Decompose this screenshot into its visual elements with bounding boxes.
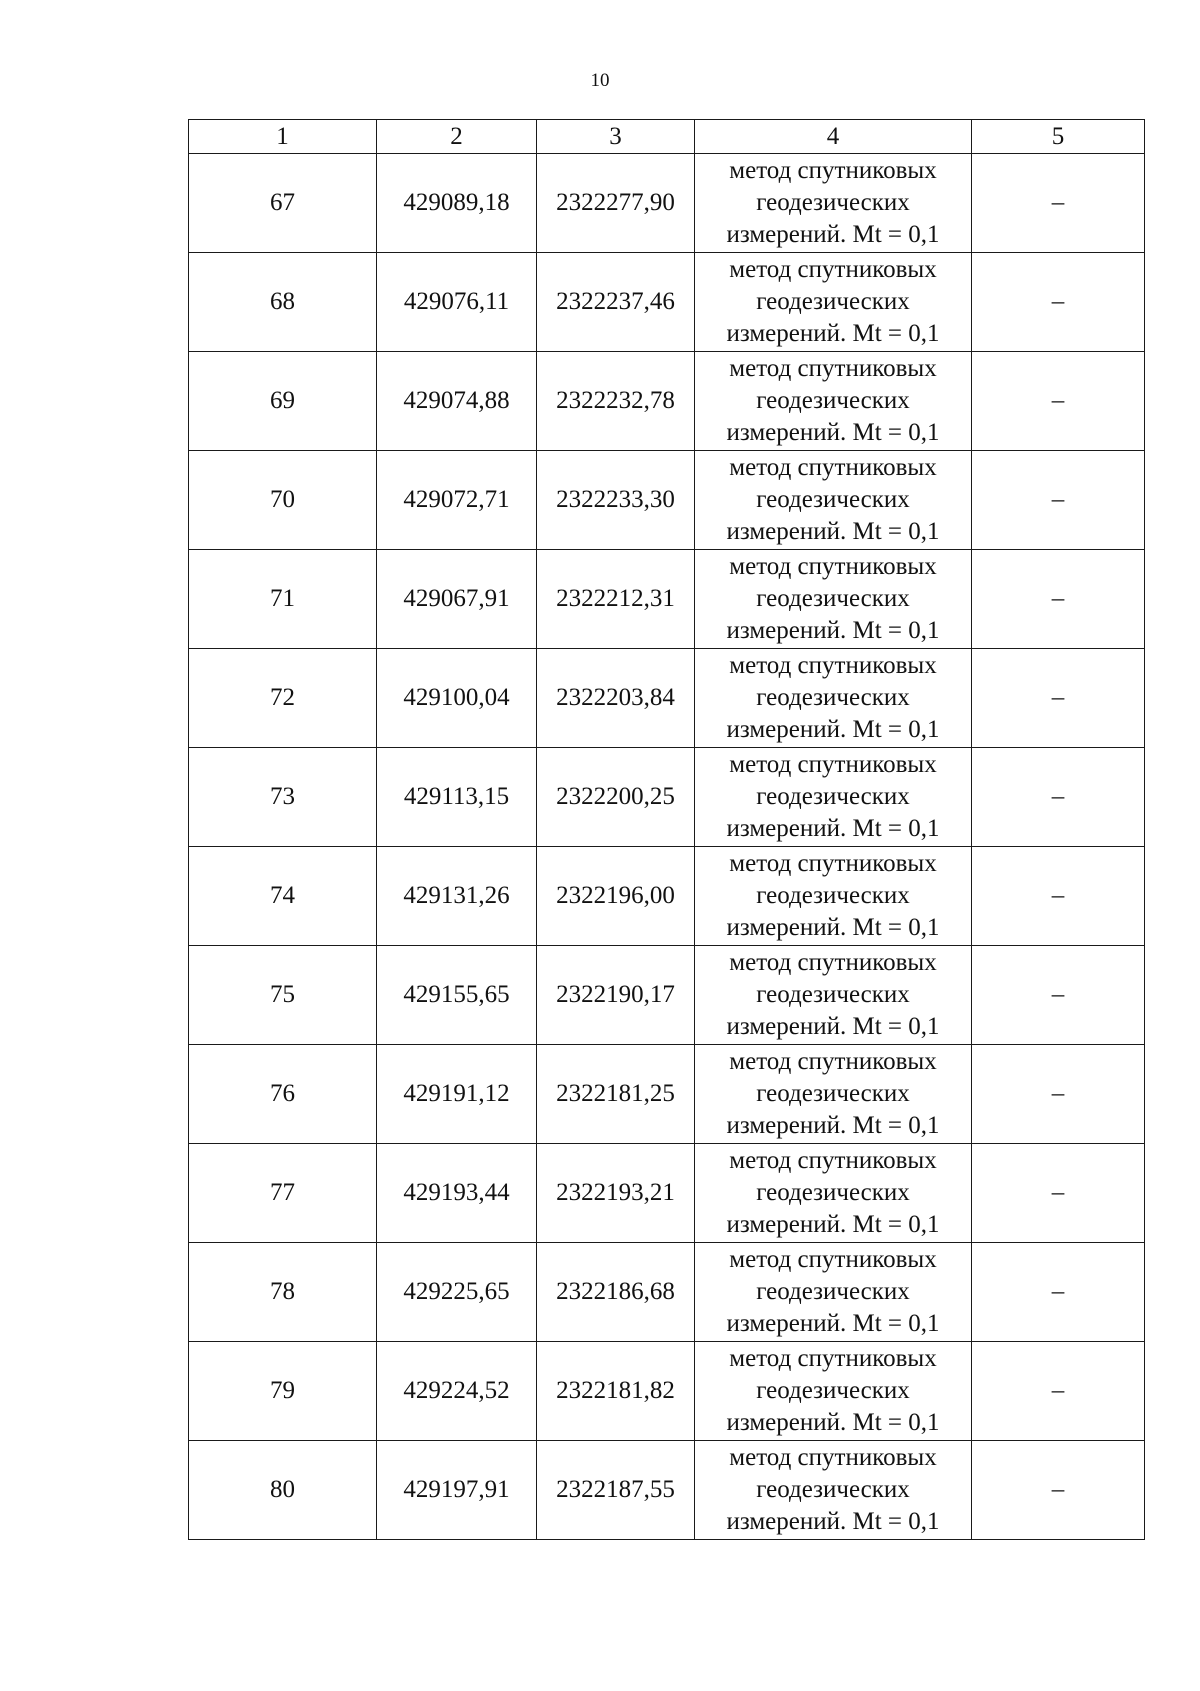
x-coordinate-cell: 429197,91	[377, 1441, 537, 1540]
note-cell: –	[972, 847, 1145, 946]
method-text-line: метод спутниковых	[729, 1246, 937, 1273]
table-row	[189, 748, 1145, 847]
method-text-line: геодезических	[756, 981, 910, 1008]
method-cell	[695, 1144, 972, 1243]
coordinates-table	[188, 119, 1145, 1540]
method-text-line: метод спутниковых	[729, 1444, 937, 1471]
y-coordinate-cell: 2322232,78	[537, 352, 695, 451]
method-text-line: измерений. Mt = 0,1	[726, 1112, 940, 1139]
x-coordinate-cell: 429072,71	[377, 451, 537, 550]
point-number-cell: 75	[189, 946, 377, 1045]
table-row	[189, 352, 1145, 451]
method-text-line: измерений. Mt = 0,1	[726, 815, 940, 842]
note-cell: –	[972, 1144, 1145, 1243]
y-coordinate-cell: 2322187,55	[537, 1441, 695, 1540]
point-number-cell: 68	[189, 253, 377, 352]
method-cell	[695, 253, 972, 352]
method-text-line: геодезических	[756, 783, 910, 810]
x-coordinate-cell: 429113,15	[377, 748, 537, 847]
method-text-line: измерений. Mt = 0,1	[726, 914, 940, 941]
method-text-line: метод спутниковых	[729, 850, 937, 877]
y-coordinate-cell: 2322212,31	[537, 550, 695, 649]
y-coordinate-cell: 2322190,17	[537, 946, 695, 1045]
y-coordinate-cell: 2322233,30	[537, 451, 695, 550]
column-header-2: 2	[377, 120, 537, 154]
method-text-line: измерений. Mt = 0,1	[726, 518, 940, 545]
method-text-line: измерений. Mt = 0,1	[726, 320, 940, 347]
note-cell: –	[972, 451, 1145, 550]
x-coordinate-cell: 429193,44	[377, 1144, 537, 1243]
point-number-cell: 78	[189, 1243, 377, 1342]
note-cell: –	[972, 946, 1145, 1045]
method-text-line: метод спутниковых	[729, 652, 937, 679]
method-text-line: метод спутниковых	[729, 256, 937, 283]
table-row	[189, 1441, 1145, 1540]
method-text-line: метод спутниковых	[729, 949, 937, 976]
table-row	[189, 946, 1145, 1045]
method-text-line: метод спутниковых	[729, 454, 937, 481]
x-coordinate-cell: 429225,65	[377, 1243, 537, 1342]
y-coordinate-cell: 2322237,46	[537, 253, 695, 352]
point-number-cell: 79	[189, 1342, 377, 1441]
method-text-line: метод спутниковых	[729, 355, 937, 382]
note-cell: –	[972, 154, 1145, 253]
table-row	[189, 451, 1145, 550]
y-coordinate-cell: 2322196,00	[537, 847, 695, 946]
method-text-line: геодезических	[756, 882, 910, 909]
method-cell	[695, 154, 972, 253]
point-number-cell: 72	[189, 649, 377, 748]
point-number-cell: 73	[189, 748, 377, 847]
method-text-line: метод спутниковых	[729, 553, 937, 580]
column-header-4: 4	[695, 120, 972, 154]
page-number: 10	[590, 70, 610, 91]
point-number-cell: 71	[189, 550, 377, 649]
column-header-3: 3	[537, 120, 695, 154]
method-cell	[695, 1243, 972, 1342]
method-text-line: геодезических	[756, 1377, 910, 1404]
method-cell	[695, 1045, 972, 1144]
column-header-1: 1	[189, 120, 377, 154]
x-coordinate-cell: 429224,52	[377, 1342, 537, 1441]
note-cell: –	[972, 1441, 1145, 1540]
method-text-line: метод спутниковых	[729, 157, 937, 184]
table-row	[189, 1144, 1145, 1243]
table-row	[189, 847, 1145, 946]
y-coordinate-cell: 2322181,25	[537, 1045, 695, 1144]
point-number-cell: 69	[189, 352, 377, 451]
point-number-cell: 74	[189, 847, 377, 946]
note-cell: –	[972, 1045, 1145, 1144]
method-cell	[695, 451, 972, 550]
method-cell	[695, 1441, 972, 1540]
method-text-line: измерений. Mt = 0,1	[726, 716, 940, 743]
point-number-cell: 70	[189, 451, 377, 550]
table-row	[189, 1342, 1145, 1441]
note-cell: –	[972, 550, 1145, 649]
method-text-line: геодезических	[756, 288, 910, 315]
method-text-line: геодезических	[756, 1080, 910, 1107]
method-text-line: геодезических	[756, 486, 910, 513]
table-row	[189, 154, 1145, 253]
header-row	[189, 120, 1145, 154]
method-text-line: измерений. Mt = 0,1	[726, 1013, 940, 1040]
method-text-line: измерений. Mt = 0,1	[726, 1211, 940, 1238]
y-coordinate-cell: 2322181,82	[537, 1342, 695, 1441]
note-cell: –	[972, 1243, 1145, 1342]
x-coordinate-cell: 429155,65	[377, 946, 537, 1045]
point-number-cell: 67	[189, 154, 377, 253]
method-text-line: геодезических	[756, 1179, 910, 1206]
y-coordinate-cell: 2322200,25	[537, 748, 695, 847]
note-cell: –	[972, 649, 1145, 748]
method-text-line: метод спутниковых	[729, 1048, 937, 1075]
method-text-line: геодезических	[756, 387, 910, 414]
x-coordinate-cell: 429100,04	[377, 649, 537, 748]
x-coordinate-cell: 429076,11	[377, 253, 537, 352]
method-text-line: геодезических	[756, 1278, 910, 1305]
point-number-cell: 77	[189, 1144, 377, 1243]
column-header-5: 5	[972, 120, 1145, 154]
method-text-line: геодезических	[756, 189, 910, 216]
method-cell	[695, 946, 972, 1045]
y-coordinate-cell: 2322203,84	[537, 649, 695, 748]
method-text-line: измерений. Mt = 0,1	[726, 1310, 940, 1337]
method-cell	[695, 550, 972, 649]
x-coordinate-cell: 429089,18	[377, 154, 537, 253]
method-text-line: геодезических	[756, 1476, 910, 1503]
table-header	[189, 120, 1145, 154]
x-coordinate-cell: 429074,88	[377, 352, 537, 451]
y-coordinate-cell: 2322277,90	[537, 154, 695, 253]
table-row	[189, 1243, 1145, 1342]
method-cell	[695, 649, 972, 748]
method-text-line: метод спутниковых	[729, 751, 937, 778]
method-cell	[695, 847, 972, 946]
method-text-line: метод спутниковых	[729, 1345, 937, 1372]
method-text-line: измерений. Mt = 0,1	[726, 1409, 940, 1436]
y-coordinate-cell: 2322193,21	[537, 1144, 695, 1243]
method-text-line: измерений. Mt = 0,1	[726, 221, 940, 248]
x-coordinate-cell: 429191,12	[377, 1045, 537, 1144]
method-cell	[695, 748, 972, 847]
table-row	[189, 253, 1145, 352]
table-row	[189, 1045, 1145, 1144]
method-text-line: измерений. Mt = 0,1	[726, 617, 940, 644]
point-number-cell: 76	[189, 1045, 377, 1144]
method-text-line: измерений. Mt = 0,1	[726, 1508, 940, 1535]
note-cell: –	[972, 352, 1145, 451]
note-cell: –	[972, 253, 1145, 352]
x-coordinate-cell: 429067,91	[377, 550, 537, 649]
method-cell	[695, 352, 972, 451]
note-cell: –	[972, 1342, 1145, 1441]
table-row	[189, 649, 1145, 748]
method-text-line: измерений. Mt = 0,1	[726, 419, 940, 446]
y-coordinate-cell: 2322186,68	[537, 1243, 695, 1342]
note-cell: –	[972, 748, 1145, 847]
method-cell	[695, 1342, 972, 1441]
table-row	[189, 550, 1145, 649]
x-coordinate-cell: 429131,26	[377, 847, 537, 946]
method-text-line: геодезических	[756, 684, 910, 711]
method-text-line: метод спутниковых	[729, 1147, 937, 1174]
point-number-cell: 80	[189, 1441, 377, 1540]
method-text-line: геодезических	[756, 585, 910, 612]
table-body	[189, 154, 1145, 1540]
